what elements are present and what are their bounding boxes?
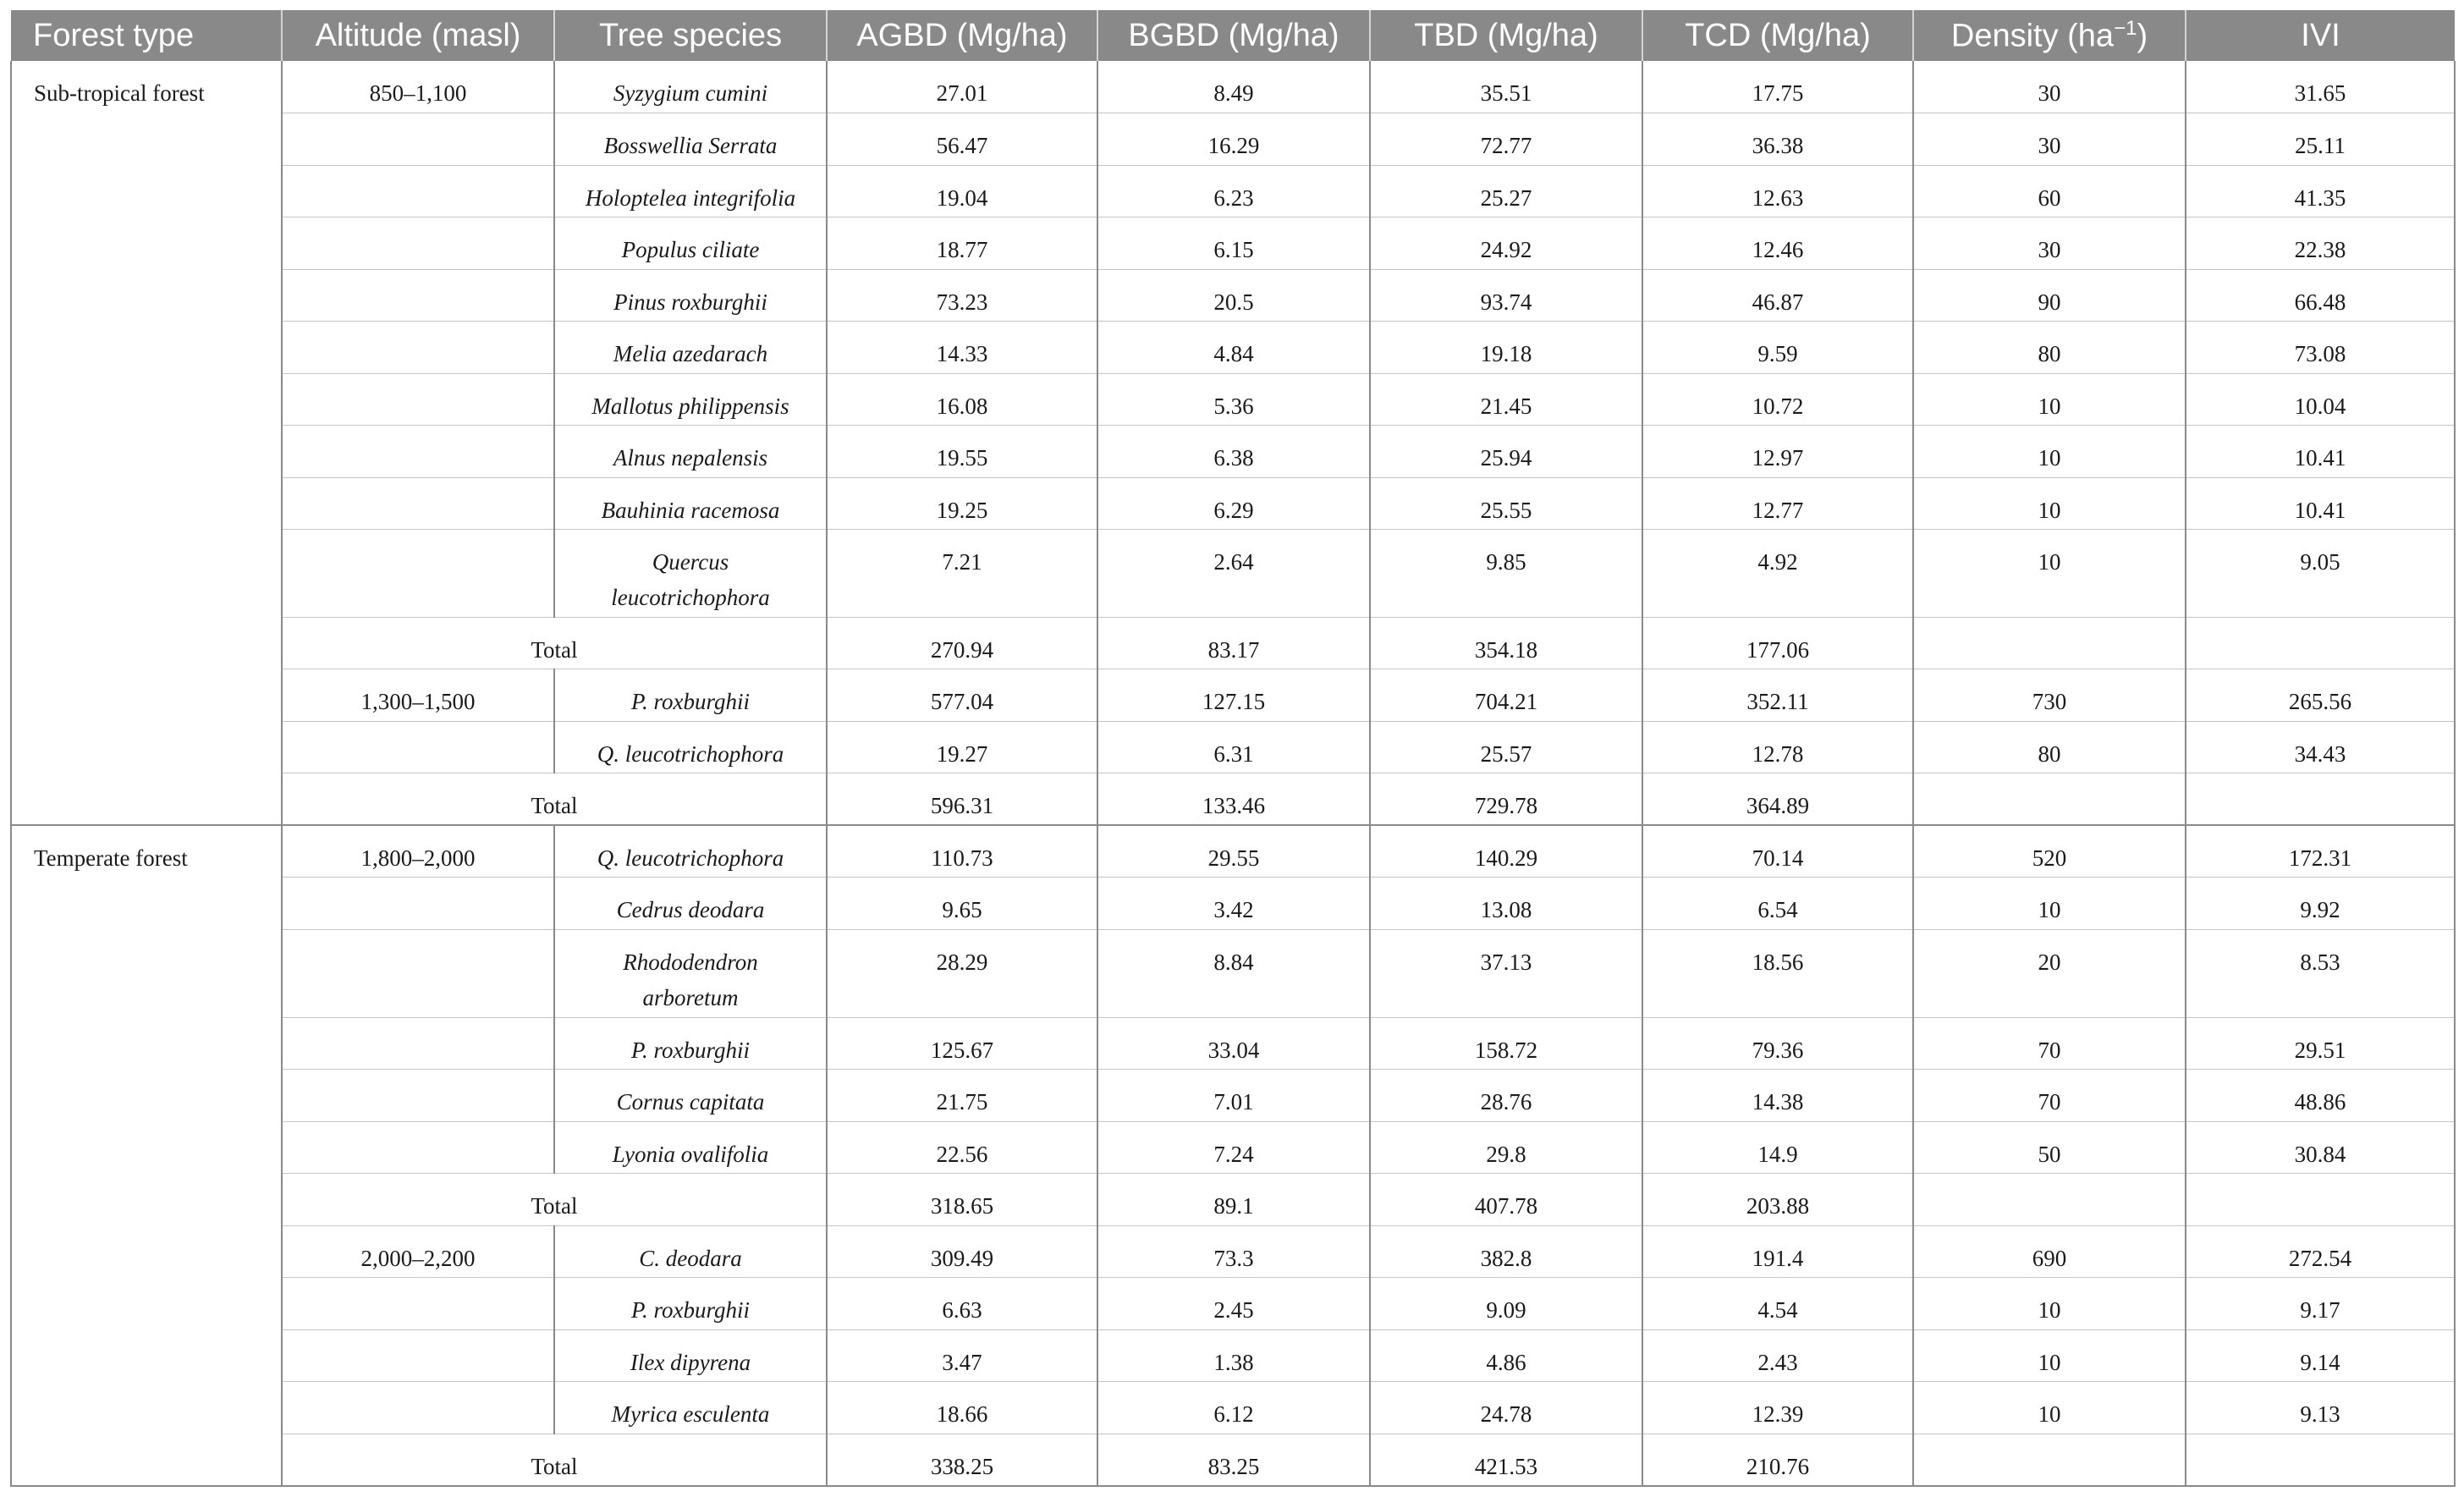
tbd-cell: 35.51	[1370, 61, 1642, 113]
density-cell: 10	[1913, 1329, 2186, 1382]
tbd-cell: 37.13	[1370, 929, 1642, 1017]
tcd-cell: 17.75	[1642, 61, 1913, 113]
density-cell: 70	[1913, 1070, 2186, 1122]
agbd-cell: 9.65	[827, 878, 1097, 930]
species-cell: Myrica esculenta	[554, 1382, 827, 1434]
ivi-cell	[2186, 773, 2455, 826]
tcd-cell: 12.77	[1642, 477, 1913, 530]
bgbd-cell: 5.36	[1097, 373, 1370, 426]
tbd-cell: 158.72	[1370, 1017, 1642, 1070]
altitude-cell	[282, 373, 554, 426]
agbd-total: 338.25	[827, 1434, 1097, 1486]
tbd-cell: 29.8	[1370, 1121, 1642, 1174]
tbd-cell: 13.08	[1370, 878, 1642, 930]
total-label: Total	[282, 1434, 827, 1486]
tbd-total: 407.78	[1370, 1174, 1642, 1226]
tbd-cell: 9.85	[1370, 530, 1642, 618]
agbd-cell: 27.01	[827, 61, 1097, 113]
table-row	[11, 113, 2455, 166]
agbd-cell: 7.21	[827, 530, 1097, 618]
agbd-cell: 6.63	[827, 1278, 1097, 1330]
ivi-cell: 272.54	[2186, 1225, 2455, 1278]
ivi-cell: 48.86	[2186, 1070, 2455, 1122]
ivi-cell: 31.65	[2186, 61, 2455, 113]
tbd-cell: 25.27	[1370, 165, 1642, 217]
tbd-cell: 4.86	[1370, 1329, 1642, 1382]
species-cell: Holoptelea integrifolia	[554, 165, 827, 217]
header-ivi: IVI	[2186, 10, 2455, 61]
bgbd-cell: 7.01	[1097, 1070, 1370, 1122]
tcd-cell: 36.38	[1642, 113, 1913, 166]
forest-type-temperate: Temperate forest	[11, 825, 282, 1486]
density-cell: 30	[1913, 113, 2186, 166]
species-cell	[554, 530, 827, 618]
ivi-cell: 172.31	[2186, 825, 2455, 878]
tcd-cell: 12.97	[1642, 426, 1913, 478]
ivi-cell	[2186, 1434, 2455, 1486]
agbd-cell: 16.08	[827, 373, 1097, 426]
density-cell: 10	[1913, 426, 2186, 478]
density-cell: 70	[1913, 1017, 2186, 1070]
tbd-cell: 140.29	[1370, 825, 1642, 878]
table-row	[11, 477, 2455, 530]
altitude-cell	[282, 426, 554, 478]
species-cell: P. roxburghii	[554, 669, 827, 722]
tcd-cell: 9.59	[1642, 322, 1913, 374]
table-row	[11, 1225, 2455, 1278]
density-cell	[1913, 773, 2186, 826]
tbd-cell: 25.55	[1370, 477, 1642, 530]
tcd-cell: 18.56	[1642, 929, 1913, 1017]
header-density-text: Density (ha	[1950, 18, 2115, 54]
table-row	[11, 165, 2455, 217]
bgbd-cell: 33.04	[1097, 1017, 1370, 1070]
table-row	[11, 669, 2455, 722]
bgbd-cell: 7.24	[1097, 1121, 1370, 1174]
bgbd-total: 83.25	[1097, 1434, 1370, 1486]
ivi-cell: 9.92	[2186, 878, 2455, 930]
bgbd-total: 83.17	[1097, 617, 1370, 669]
bgbd-cell: 2.45	[1097, 1278, 1370, 1330]
bgbd-cell: 29.55	[1097, 825, 1370, 878]
ivi-cell: 66.48	[2186, 269, 2455, 322]
agbd-cell: 22.56	[827, 1121, 1097, 1174]
species-cell: Lyonia ovalifolia	[554, 1121, 827, 1174]
tbd-cell: 704.21	[1370, 669, 1642, 722]
species-cell: Q. leucotrichophora	[554, 825, 827, 878]
altitude-cell: 1,800–2,000	[282, 825, 554, 878]
altitude-cell: 2,000–2,200	[282, 1225, 554, 1278]
bgbd-cell: 6.38	[1097, 426, 1370, 478]
tcd-cell: 12.39	[1642, 1382, 1913, 1434]
ivi-cell: 29.51	[2186, 1017, 2455, 1070]
species-line-1: Rhododendron	[623, 949, 758, 975]
table-row	[11, 1329, 2455, 1382]
altitude-cell	[282, 269, 554, 322]
ivi-cell: 10.04	[2186, 373, 2455, 426]
agbd-cell: 19.55	[827, 426, 1097, 478]
tcd-total: 364.89	[1642, 773, 1913, 826]
agbd-total: 270.94	[827, 617, 1097, 669]
bgbd-cell: 127.15	[1097, 669, 1370, 722]
agbd-cell: 110.73	[827, 825, 1097, 878]
agbd-cell: 19.27	[827, 721, 1097, 773]
density-cell: 90	[1913, 269, 2186, 322]
agbd-cell: 28.29	[827, 929, 1097, 1017]
species-line-2: leucotrichophora	[611, 585, 770, 610]
bgbd-cell: 6.23	[1097, 165, 1370, 217]
bgbd-cell: 6.29	[1097, 477, 1370, 530]
tbd-total: 729.78	[1370, 773, 1642, 826]
altitude-cell	[282, 530, 554, 618]
table-row	[11, 1278, 2455, 1330]
bgbd-cell: 8.84	[1097, 929, 1370, 1017]
tcd-cell: 4.92	[1642, 530, 1913, 618]
tbd-cell: 24.78	[1370, 1382, 1642, 1434]
bgbd-cell: 6.15	[1097, 217, 1370, 270]
agbd-cell: 56.47	[827, 113, 1097, 166]
total-row	[11, 1174, 2455, 1226]
agbd-cell: 19.04	[827, 165, 1097, 217]
tbd-total: 354.18	[1370, 617, 1642, 669]
altitude-cell	[282, 322, 554, 374]
bgbd-cell: 20.5	[1097, 269, 1370, 322]
ivi-cell: 9.17	[2186, 1278, 2455, 1330]
header-tcd: TCD (Mg/ha)	[1642, 10, 1913, 61]
density-cell: 10	[1913, 477, 2186, 530]
bgbd-cell: 8.49	[1097, 61, 1370, 113]
tcd-cell: 2.43	[1642, 1329, 1913, 1382]
tcd-cell: 12.78	[1642, 721, 1913, 773]
bgbd-total: 89.1	[1097, 1174, 1370, 1226]
species-cell: Cornus capitata	[554, 1070, 827, 1122]
density-cell: 80	[1913, 721, 2186, 773]
altitude-cell	[282, 1382, 554, 1434]
tcd-cell: 352.11	[1642, 669, 1913, 722]
density-cell: 10	[1913, 1382, 2186, 1434]
tbd-total: 421.53	[1370, 1434, 1642, 1486]
header-tbd: TBD (Mg/ha)	[1370, 10, 1642, 61]
table-row	[11, 426, 2455, 478]
density-cell: 690	[1913, 1225, 2186, 1278]
species-cell: Syzygium cumini	[554, 61, 827, 113]
ivi-cell: 25.11	[2186, 113, 2455, 166]
bgbd-cell: 4.84	[1097, 322, 1370, 374]
species-cell: Bosswellia Serrata	[554, 113, 827, 166]
species-cell: C. deodara	[554, 1225, 827, 1278]
header-tree-species: Tree species	[554, 10, 827, 61]
tcd-cell: 6.54	[1642, 878, 1913, 930]
agbd-cell: 18.66	[827, 1382, 1097, 1434]
tcd-cell: 12.46	[1642, 217, 1913, 270]
ivi-cell: 10.41	[2186, 477, 2455, 530]
altitude-cell	[282, 1017, 554, 1070]
bgbd-cell: 16.29	[1097, 113, 1370, 166]
bgbd-cell: 2.64	[1097, 530, 1370, 618]
ivi-cell: 8.53	[2186, 929, 2455, 1017]
species-cell: P. roxburghii	[554, 1278, 827, 1330]
forest-type-subtropical: Sub-tropical forest	[11, 61, 282, 825]
density-cell: 10	[1913, 373, 2186, 426]
agbd-cell: 125.67	[827, 1017, 1097, 1070]
header-agbd: AGBD (Mg/ha)	[827, 10, 1097, 61]
table-row	[11, 373, 2455, 426]
bgbd-cell: 1.38	[1097, 1329, 1370, 1382]
tcd-cell: 12.63	[1642, 165, 1913, 217]
table-row	[11, 1070, 2455, 1122]
agbd-cell: 3.47	[827, 1329, 1097, 1382]
tbd-cell: 93.74	[1370, 269, 1642, 322]
density-cell: 730	[1913, 669, 2186, 722]
total-row	[11, 773, 2455, 826]
tcd-cell: 79.36	[1642, 1017, 1913, 1070]
altitude-cell: 850–1,100	[282, 61, 554, 113]
altitude-cell	[282, 878, 554, 930]
altitude-cell	[282, 929, 554, 1017]
species-cell: Populus ciliate	[554, 217, 827, 270]
density-cell: 30	[1913, 61, 2186, 113]
density-cell: 520	[1913, 825, 2186, 878]
table-row	[11, 929, 2455, 1017]
agbd-cell: 14.33	[827, 322, 1097, 374]
tbd-cell: 21.45	[1370, 373, 1642, 426]
altitude-cell	[282, 113, 554, 166]
agbd-cell: 73.23	[827, 269, 1097, 322]
total-label: Total	[282, 617, 827, 669]
ivi-cell	[2186, 617, 2455, 669]
table-row	[11, 1121, 2455, 1174]
density-cell	[1913, 617, 2186, 669]
tcd-cell: 14.38	[1642, 1070, 1913, 1122]
altitude-cell	[282, 1278, 554, 1330]
species-cell: P. roxburghii	[554, 1017, 827, 1070]
altitude-cell	[282, 1070, 554, 1122]
agbd-total: 596.31	[827, 773, 1097, 826]
tbd-cell: 19.18	[1370, 322, 1642, 374]
ivi-cell: 34.43	[2186, 721, 2455, 773]
tbd-cell: 9.09	[1370, 1278, 1642, 1330]
total-row	[11, 617, 2455, 669]
table-row	[11, 721, 2455, 773]
total-row	[11, 1434, 2455, 1486]
species-cell: Melia azedarach	[554, 322, 827, 374]
bgbd-cell: 6.12	[1097, 1382, 1370, 1434]
tcd-cell: 191.4	[1642, 1225, 1913, 1278]
density-cell: 20	[1913, 929, 2186, 1017]
altitude-cell: 1,300–1,500	[282, 669, 554, 722]
bgbd-total: 133.46	[1097, 773, 1370, 826]
table-row	[11, 825, 2455, 878]
tcd-cell: 4.54	[1642, 1278, 1913, 1330]
biomass-table-container	[10, 10, 2454, 1487]
tcd-cell: 10.72	[1642, 373, 1913, 426]
tbd-cell: 25.94	[1370, 426, 1642, 478]
tcd-cell: 14.9	[1642, 1121, 1913, 1174]
ivi-cell: 10.41	[2186, 426, 2455, 478]
header-density-sup: −1	[2114, 16, 2137, 40]
density-cell: 50	[1913, 1121, 2186, 1174]
tcd-cell: 70.14	[1642, 825, 1913, 878]
header-density-close: )	[2137, 18, 2148, 54]
density-cell: 10	[1913, 1278, 2186, 1330]
ivi-cell: 30.84	[2186, 1121, 2455, 1174]
table-row	[11, 530, 2455, 618]
table-row	[11, 269, 2455, 322]
table-row	[11, 322, 2455, 374]
species-cell: Q. leucotrichophora	[554, 721, 827, 773]
total-label: Total	[282, 1174, 827, 1226]
agbd-total: 318.65	[827, 1174, 1097, 1226]
header-density	[1913, 10, 2186, 61]
ivi-cell: 41.35	[2186, 165, 2455, 217]
species-cell	[554, 929, 827, 1017]
density-cell: 60	[1913, 165, 2186, 217]
ivi-cell: 9.05	[2186, 530, 2455, 618]
tcd-total: 177.06	[1642, 617, 1913, 669]
agbd-cell: 19.25	[827, 477, 1097, 530]
species-cell: Cedrus deodara	[554, 878, 827, 930]
table-row	[11, 1382, 2455, 1434]
species-cell: Ilex dipyrena	[554, 1329, 827, 1382]
table-row	[11, 61, 2455, 113]
tbd-cell: 24.92	[1370, 217, 1642, 270]
ivi-cell: 73.08	[2186, 322, 2455, 374]
species-cell: Pinus roxburghii	[554, 269, 827, 322]
density-cell: 80	[1913, 322, 2186, 374]
species-cell: Alnus nepalensis	[554, 426, 827, 478]
agbd-cell: 21.75	[827, 1070, 1097, 1122]
ivi-cell	[2186, 1174, 2455, 1226]
altitude-cell	[282, 477, 554, 530]
species-line-2: arboretum	[642, 984, 739, 1010]
header-altitude: Altitude (masl)	[282, 10, 554, 61]
agbd-cell: 309.49	[827, 1225, 1097, 1278]
total-label: Total	[282, 773, 827, 826]
header-forest-type: Forest type	[11, 10, 282, 61]
agbd-cell: 18.77	[827, 217, 1097, 270]
header-bgbd: BGBD (Mg/ha)	[1097, 10, 1370, 61]
density-cell	[1913, 1434, 2186, 1486]
ivi-cell: 22.38	[2186, 217, 2455, 270]
table-row	[11, 217, 2455, 270]
altitude-cell	[282, 165, 554, 217]
ivi-cell: 9.13	[2186, 1382, 2455, 1434]
density-cell: 30	[1913, 217, 2186, 270]
altitude-cell	[282, 1121, 554, 1174]
altitude-cell	[282, 217, 554, 270]
bgbd-cell: 73.3	[1097, 1225, 1370, 1278]
ivi-cell: 9.14	[2186, 1329, 2455, 1382]
tbd-cell: 28.76	[1370, 1070, 1642, 1122]
table-row	[11, 1017, 2455, 1070]
altitude-cell	[282, 1329, 554, 1382]
species-line-1: Quercus	[652, 549, 729, 575]
density-cell: 10	[1913, 530, 2186, 618]
density-cell: 10	[1913, 878, 2186, 930]
density-cell	[1913, 1174, 2186, 1226]
bgbd-cell: 6.31	[1097, 721, 1370, 773]
species-cell: Bauhinia racemosa	[554, 477, 827, 530]
species-cell: Mallotus philippensis	[554, 373, 827, 426]
tbd-cell: 382.8	[1370, 1225, 1642, 1278]
tcd-total: 210.76	[1642, 1434, 1913, 1486]
tbd-cell: 72.77	[1370, 113, 1642, 166]
biomass-table	[10, 10, 2456, 1487]
tbd-cell: 25.57	[1370, 721, 1642, 773]
agbd-cell: 577.04	[827, 669, 1097, 722]
bgbd-cell: 3.42	[1097, 878, 1370, 930]
table-row	[11, 878, 2455, 930]
header-row	[11, 10, 2455, 61]
tcd-total: 203.88	[1642, 1174, 1913, 1226]
tcd-cell: 46.87	[1642, 269, 1913, 322]
ivi-cell: 265.56	[2186, 669, 2455, 722]
altitude-cell	[282, 721, 554, 773]
